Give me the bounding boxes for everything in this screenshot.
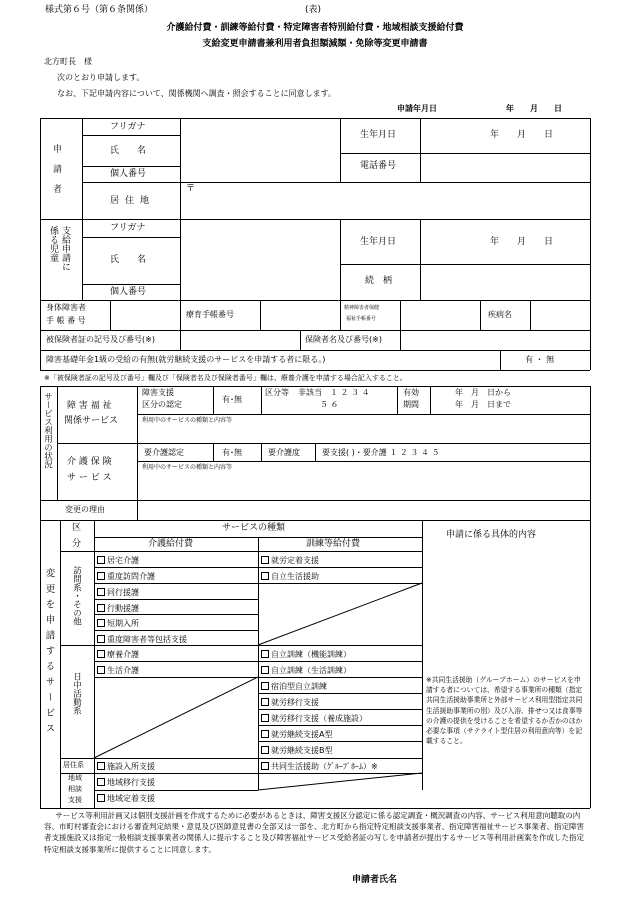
checkbox-icon bbox=[97, 588, 105, 596]
applicant-furigana-label: フリガナ bbox=[110, 122, 146, 132]
intro-line1: 次のとおり申請します。 bbox=[57, 73, 145, 82]
applicant-dob-blank: 年 月 日 bbox=[490, 130, 554, 140]
checkbox-item-community-settlement[interactable]: 地域定着支援 bbox=[97, 794, 155, 803]
applicant-dob-label: 生年月日 bbox=[360, 130, 397, 140]
applicant-phone-label: 電話番号 bbox=[360, 161, 397, 171]
care-label2: サ ー ビ ス bbox=[67, 473, 112, 483]
pension-yesno: 有 ・ 無 bbox=[525, 355, 555, 364]
applicant-id-label: 個人番号 bbox=[110, 169, 147, 179]
valid-from: 年 月 日から bbox=[455, 388, 511, 397]
checkbox-item-accompany[interactable]: 同行援護 bbox=[97, 588, 139, 597]
day-group-label: 日中活動系 bbox=[71, 672, 82, 715]
category-grades2: ５ ６ bbox=[320, 400, 339, 409]
checkbox-item-facility-admission[interactable]: 施設入所支援 bbox=[97, 762, 155, 771]
checkbox-item-functional-training[interactable]: 自立訓練（機能訓練） bbox=[261, 650, 351, 659]
checkbox-icon bbox=[97, 635, 105, 643]
checkbox-item-employment-retention[interactable]: 就労定着支援 bbox=[261, 556, 319, 565]
applicant-section-2: 請 bbox=[53, 165, 63, 175]
checkbox-icon bbox=[97, 666, 105, 674]
support-category-label1: 障害支援 bbox=[142, 388, 174, 397]
change-reason-label: 変更の理由 bbox=[65, 505, 105, 514]
checkbox-icon bbox=[261, 762, 269, 770]
physical-handbook-label2: 手 帳 番 号 bbox=[46, 316, 86, 325]
checkbox-icon bbox=[261, 746, 269, 754]
checkbox-icon bbox=[261, 682, 269, 690]
detail-header: 申請に係る具体的内容 bbox=[446, 530, 537, 540]
checkbox-icon bbox=[97, 650, 105, 658]
insurance-note: ※「被保険者証の記号及び番号」欄及び「保険者名及び保険者番号」欄は、療養介護を申請する場合記入すること。 bbox=[44, 374, 407, 382]
care-levels: 要支援( )・要介護 １ ２ ３ ４ ５ bbox=[322, 448, 440, 457]
checkbox-item-community-transition[interactable]: 地域移行支援 bbox=[97, 778, 155, 787]
checkbox-icon bbox=[261, 698, 269, 706]
signature-label: 申請者氏名 bbox=[352, 875, 398, 885]
intro-line2: なお、下記申請内容について、関係機関へ調査・照会することに同意します。 bbox=[57, 89, 337, 98]
checkbox-icon bbox=[97, 762, 105, 770]
postal-mark: 〒 bbox=[186, 184, 196, 194]
care-header: 介護給付費 bbox=[148, 539, 194, 549]
checkbox-item-medical-care[interactable]: 療養介護 bbox=[97, 650, 139, 659]
care-services-in-use: 利用中のサービスの種類と内容等 bbox=[142, 464, 233, 471]
checkbox-icon bbox=[261, 666, 269, 674]
physical-handbook-label1: 身体障害者 bbox=[46, 303, 86, 312]
checkbox-icon bbox=[97, 619, 105, 627]
applicant-address-label: 居住地 bbox=[110, 196, 156, 206]
checkbox-icon bbox=[97, 556, 105, 564]
checkbox-icon bbox=[97, 604, 105, 612]
checkbox-item-employment-transition-school[interactable]: 就労移行支援（養成施設） bbox=[261, 714, 367, 723]
category-not-applicable: 非該当 bbox=[298, 388, 322, 397]
rehab-handbook-label: 療育手帳番号 bbox=[186, 310, 234, 319]
community-group-label-1: 地域 bbox=[68, 774, 82, 782]
checkbox-item-life-training[interactable]: 自立訓練（生活訓練） bbox=[261, 666, 351, 675]
child-dob-blank: 年 月 日 bbox=[490, 237, 554, 247]
insured-label: 被保険者証の記号及び番号(※) bbox=[46, 335, 155, 344]
insurer-label: 保険者名及び番号(※) bbox=[305, 335, 382, 344]
community-group-label-3: 支援 bbox=[68, 796, 82, 804]
checkbox-item-daily-care[interactable]: 生活介護 bbox=[97, 666, 139, 675]
child-section-col2: 係る児童 bbox=[48, 226, 58, 262]
visit-group-label: 訪問系・その他 bbox=[71, 566, 82, 626]
date-blank: 年 月 日 bbox=[506, 104, 562, 113]
community-group-label-2: 相談 bbox=[68, 785, 82, 793]
training-header: 訓練等給付費 bbox=[306, 539, 361, 549]
checkbox-item-comprehensive[interactable]: 重度障害者等包括支援 bbox=[97, 635, 187, 644]
child-id-label: 個人番号 bbox=[110, 287, 147, 297]
care-label1: 介 護 保 険 bbox=[67, 457, 112, 467]
welfare-label1: 障 害 福 祉 bbox=[67, 401, 112, 411]
form-side: (表) bbox=[305, 5, 322, 15]
category-header-1: 区 bbox=[72, 523, 82, 533]
disease-label: 疾病名 bbox=[488, 310, 512, 319]
checkbox-icon bbox=[97, 778, 105, 786]
checkbox-icon bbox=[261, 572, 269, 580]
checkbox-item-employment-continuation-a[interactable]: 就労継続支援A型 bbox=[261, 730, 332, 739]
residence-group-label: 居住系 bbox=[63, 761, 84, 769]
applicant-section-1: 申 bbox=[53, 145, 63, 155]
category-grades: １ ２ ３ ４ bbox=[330, 388, 370, 397]
group-home-note: ※共同生活援助（グループホーム）のサービスを申請する者については、希望する事業所の種類（指定共同生活援助事業所と外部サービス利用型指定共同生活援助事業所の別）及び入浴、排せつ又は食事等の介護の提供を受けることを希望するか否かのほか必要な事項（サテライト型住居の利用意向等）を記載すること。 bbox=[426, 676, 583, 746]
care-cert-yesno: 有･無 bbox=[222, 448, 242, 457]
support-category-yesno: 有･無 bbox=[222, 395, 242, 404]
checkbox-icon bbox=[261, 650, 269, 658]
services-section-label: 変更を申請するサービス bbox=[43, 568, 55, 739]
checkbox-item-group-home[interactable]: 共同生活援助（ｸﾞﾙｰﾌﾟﾎｰﾑ）※ bbox=[261, 762, 378, 771]
consent-text: サービス等利用計画又は個別支援計画を作成するために必要があるときは、障害支援区分認定に係る認定調査・概況調査の内容、サービス利用意向聴取の内容、市町村審査会における審査判定結果・意見及び医師意見書の全部又は一部を、北方町から指定特定相談支援事業者、指定障害福祉サービス事業者、指定障害者支援施設又は指定一般相談支援事業者の関係人に提示すること及び障害福祉サービス受給者証の写しを申請者が提出するサービス等利用計画案を作成した指定特定相談支援事業所に提供することに同意します。 bbox=[44, 811, 584, 854]
pension-label: 障害基礎年金1級の受給の有無(就労継続支援のサービスを申請する者に限る。) bbox=[46, 355, 326, 364]
applicant-name-label: 氏 名 bbox=[110, 146, 147, 156]
mental-handbook-label1: 精神障害者保健 bbox=[344, 305, 380, 311]
checkbox-item-employment-continuation-b[interactable]: 就労継続支援B型 bbox=[261, 746, 333, 755]
checkbox-item-home-care[interactable]: 居宅介護 bbox=[97, 556, 139, 565]
checkbox-icon bbox=[261, 714, 269, 722]
child-furigana-label: フリガナ bbox=[110, 223, 146, 233]
checkbox-item-residential-training[interactable]: 宿泊型自立訓練 bbox=[261, 682, 327, 691]
valid-label1: 有効 bbox=[403, 388, 419, 397]
child-name-label: 氏 名 bbox=[110, 255, 147, 265]
checkbox-item-employment-transition[interactable]: 就労移行支援 bbox=[261, 698, 319, 707]
form-title-line2: 支給変更申請書兼利用者負担額減額・免除等変更申請書 bbox=[202, 39, 428, 49]
checkbox-item-behavior[interactable]: 行動援護 bbox=[97, 604, 139, 613]
welfare-label2: 関係サービス bbox=[64, 416, 119, 426]
valid-to: 年 月 日まで bbox=[455, 400, 511, 409]
form-number: 様式第６号（第６条関係） bbox=[45, 5, 154, 15]
care-cert-label: 要介護認定 bbox=[144, 448, 184, 457]
checkbox-item-independent-living[interactable]: 自立生活援助 bbox=[261, 572, 319, 581]
child-relation-label: 続 柄 bbox=[365, 276, 393, 286]
checkbox-icon bbox=[97, 794, 105, 802]
category-header-2: 分 bbox=[72, 539, 82, 549]
category-label: 区分等 bbox=[265, 388, 289, 397]
checkbox-item-severe-visit[interactable]: 重度訪問介護 bbox=[97, 572, 155, 581]
addressee: 北方町長 様 bbox=[44, 57, 92, 66]
child-section-col1: 支給申請に bbox=[60, 226, 70, 271]
mental-handbook-label2: 福祉手帳番号 bbox=[346, 316, 377, 322]
checkbox-icon bbox=[261, 556, 269, 564]
child-dob-label: 生年月日 bbox=[360, 237, 397, 247]
care-degree-label: 要介護度 bbox=[268, 448, 300, 457]
status-section-label: サービス利用の状況 bbox=[42, 392, 53, 469]
checkbox-icon bbox=[97, 572, 105, 580]
support-category-label2: 区分の認定 bbox=[142, 400, 182, 409]
checkbox-icon bbox=[261, 730, 269, 738]
types-header: サービスの種類 bbox=[222, 523, 286, 533]
welfare-services-in-use: 利用中のサービスの種類と内容等 bbox=[142, 417, 233, 424]
date-label: 申請年月日 bbox=[397, 104, 437, 113]
form-title-line1: 介護給付費・訓練等給付費・特定障害者特別給付費・地域相談支援給付費 bbox=[166, 23, 464, 33]
applicant-section-3: 者 bbox=[53, 185, 63, 195]
valid-label2: 期間 bbox=[403, 400, 419, 409]
checkbox-item-short-stay[interactable]: 短期入所 bbox=[97, 619, 139, 628]
